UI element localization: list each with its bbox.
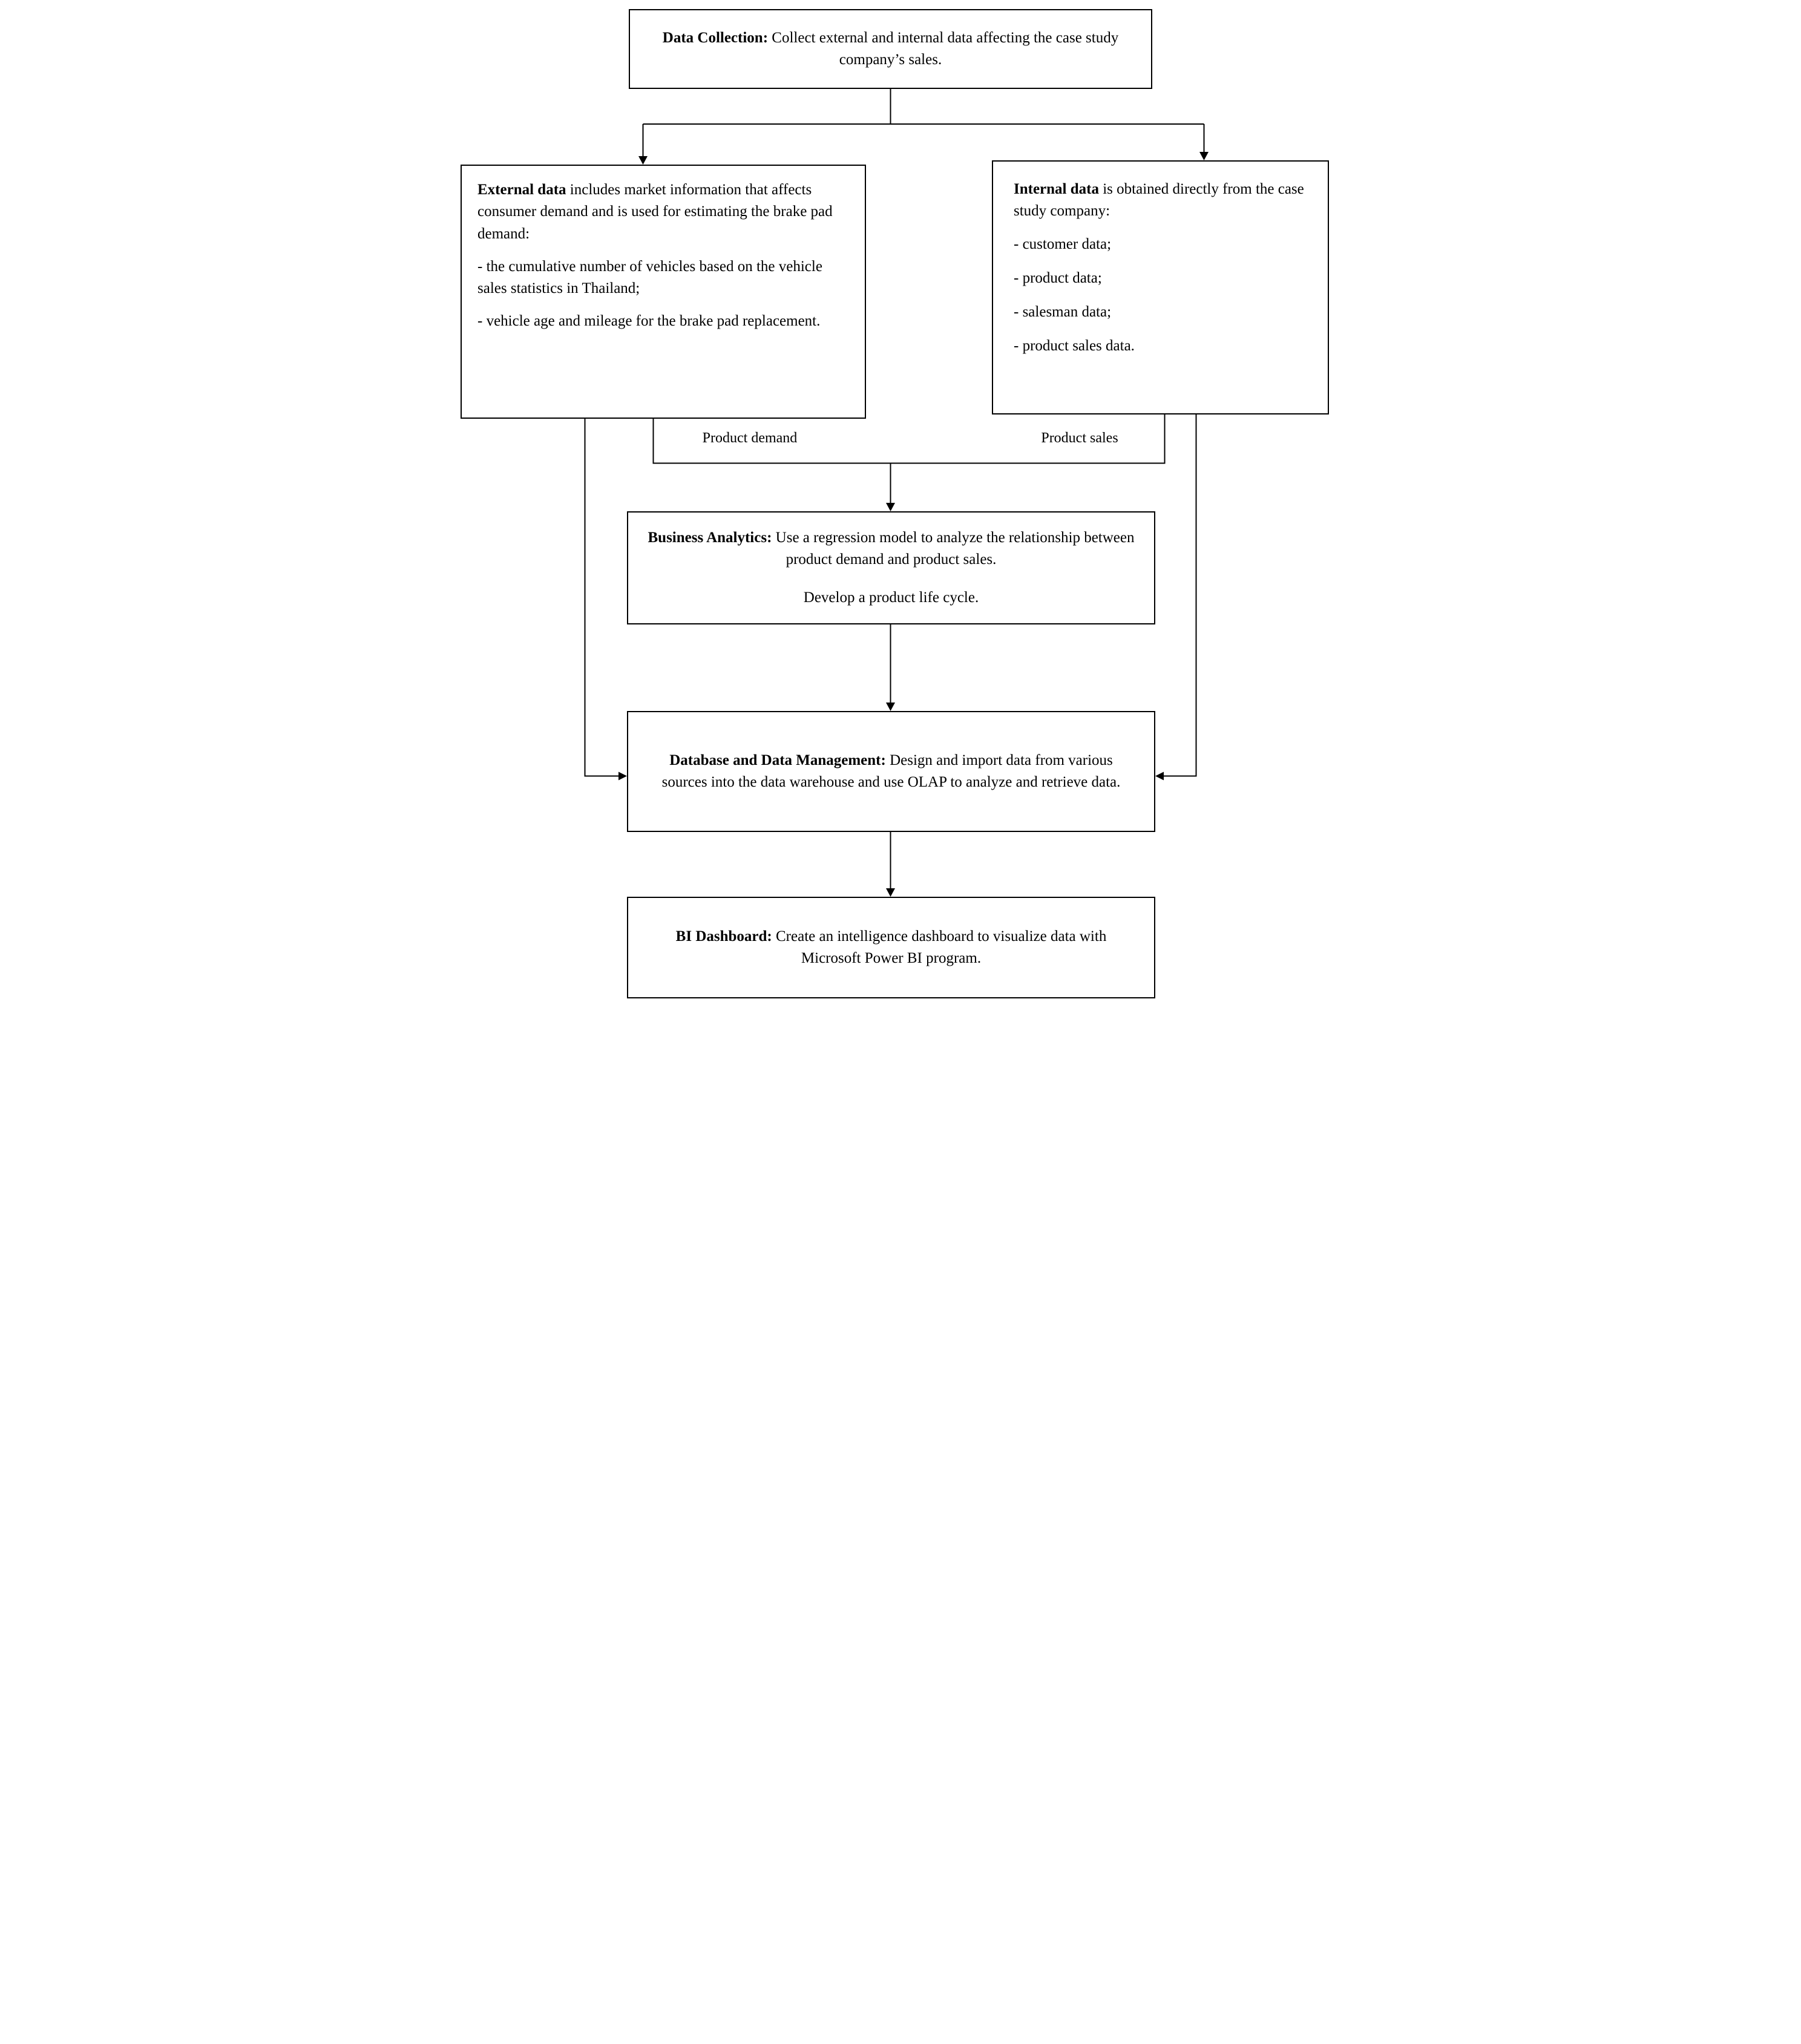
- business-analytics-line2: Develop a product life cycle.: [803, 589, 979, 606]
- product-sales-label: Product sales: [1041, 430, 1118, 446]
- bi-dashboard-box: [627, 897, 1155, 998]
- flowchart-canvas: [450, 0, 1351, 1022]
- arrowhead-database-to-dashboard-icon: [886, 888, 895, 897]
- internal-data-intro-body: is obtained directly from the case study company:: [1014, 181, 1304, 220]
- arrowhead-to-analytics-icon: [886, 503, 895, 511]
- arrowhead-left-to-database-icon: [618, 772, 627, 781]
- data-collection-body: Collect external and internal data affecting the case study company’s sales.: [768, 29, 1119, 68]
- data-collection-text: [647, 27, 1134, 71]
- bi-dashboard-title: BI Dashboard:: [675, 928, 772, 945]
- bi-dashboard-body: Create an intelligence dashboard to visualize data with Microsoft Power BI program.: [772, 928, 1107, 966]
- external-data-box: [461, 165, 866, 419]
- external-data-intro: [477, 179, 849, 245]
- internal-data-item: - product sales data.: [1014, 338, 1135, 355]
- data-collection-box: [629, 9, 1152, 89]
- business-analytics-body: Use a regression model to analyze the relationship between product demand and product sales.: [772, 529, 1135, 568]
- edge-internal-to-database: [1164, 414, 1196, 776]
- edge-datacollection-split: [643, 89, 1204, 156]
- internal-data-title: Internal data: [1014, 181, 1099, 197]
- external-data-intro-body: includes market information that affects consumer demand and is used for estimating the brake pad demand:: [477, 182, 833, 242]
- internal-data-item: - product data;: [1014, 269, 1102, 286]
- arrowhead-right-to-database-icon: [1155, 772, 1164, 781]
- edge-external-to-database: [585, 419, 619, 776]
- internal-data-intro: [1014, 179, 1307, 223]
- internal-data-box: [992, 160, 1329, 414]
- arrowhead-analytics-to-database-icon: [886, 703, 895, 711]
- database-management-box: [627, 711, 1155, 832]
- internal-data-item: - customer data;: [1014, 235, 1112, 252]
- business-analytics-text: [645, 527, 1137, 571]
- business-analytics-title: Business Analytics:: [648, 529, 772, 546]
- bi-dashboard-text: [645, 926, 1137, 970]
- database-management-body: Design and import data from various sources into the data warehouse and use OLAP to analyze and retrieve data.: [661, 752, 1121, 790]
- database-management-title: Database and Data Management:: [669, 752, 886, 768]
- external-data-item: - the cumulative number of vehicles based on the vehicle sales statistics in Thailand;: [477, 258, 822, 296]
- product-demand-label: Product demand: [702, 430, 798, 446]
- arrowhead-to-internal-icon: [1199, 152, 1209, 160]
- external-data-title: External data: [477, 182, 566, 198]
- arrowhead-to-external-icon: [638, 156, 648, 165]
- external-data-item: - vehicle age and mileage for the brake pad replacement.: [477, 313, 821, 330]
- data-collection-title: Data Collection:: [662, 29, 769, 46]
- edge-merge-to-analytics: [654, 414, 1165, 503]
- database-management-text: [645, 750, 1137, 794]
- internal-data-item: - salesman data;: [1014, 304, 1112, 320]
- business-analytics-box: [627, 511, 1155, 624]
